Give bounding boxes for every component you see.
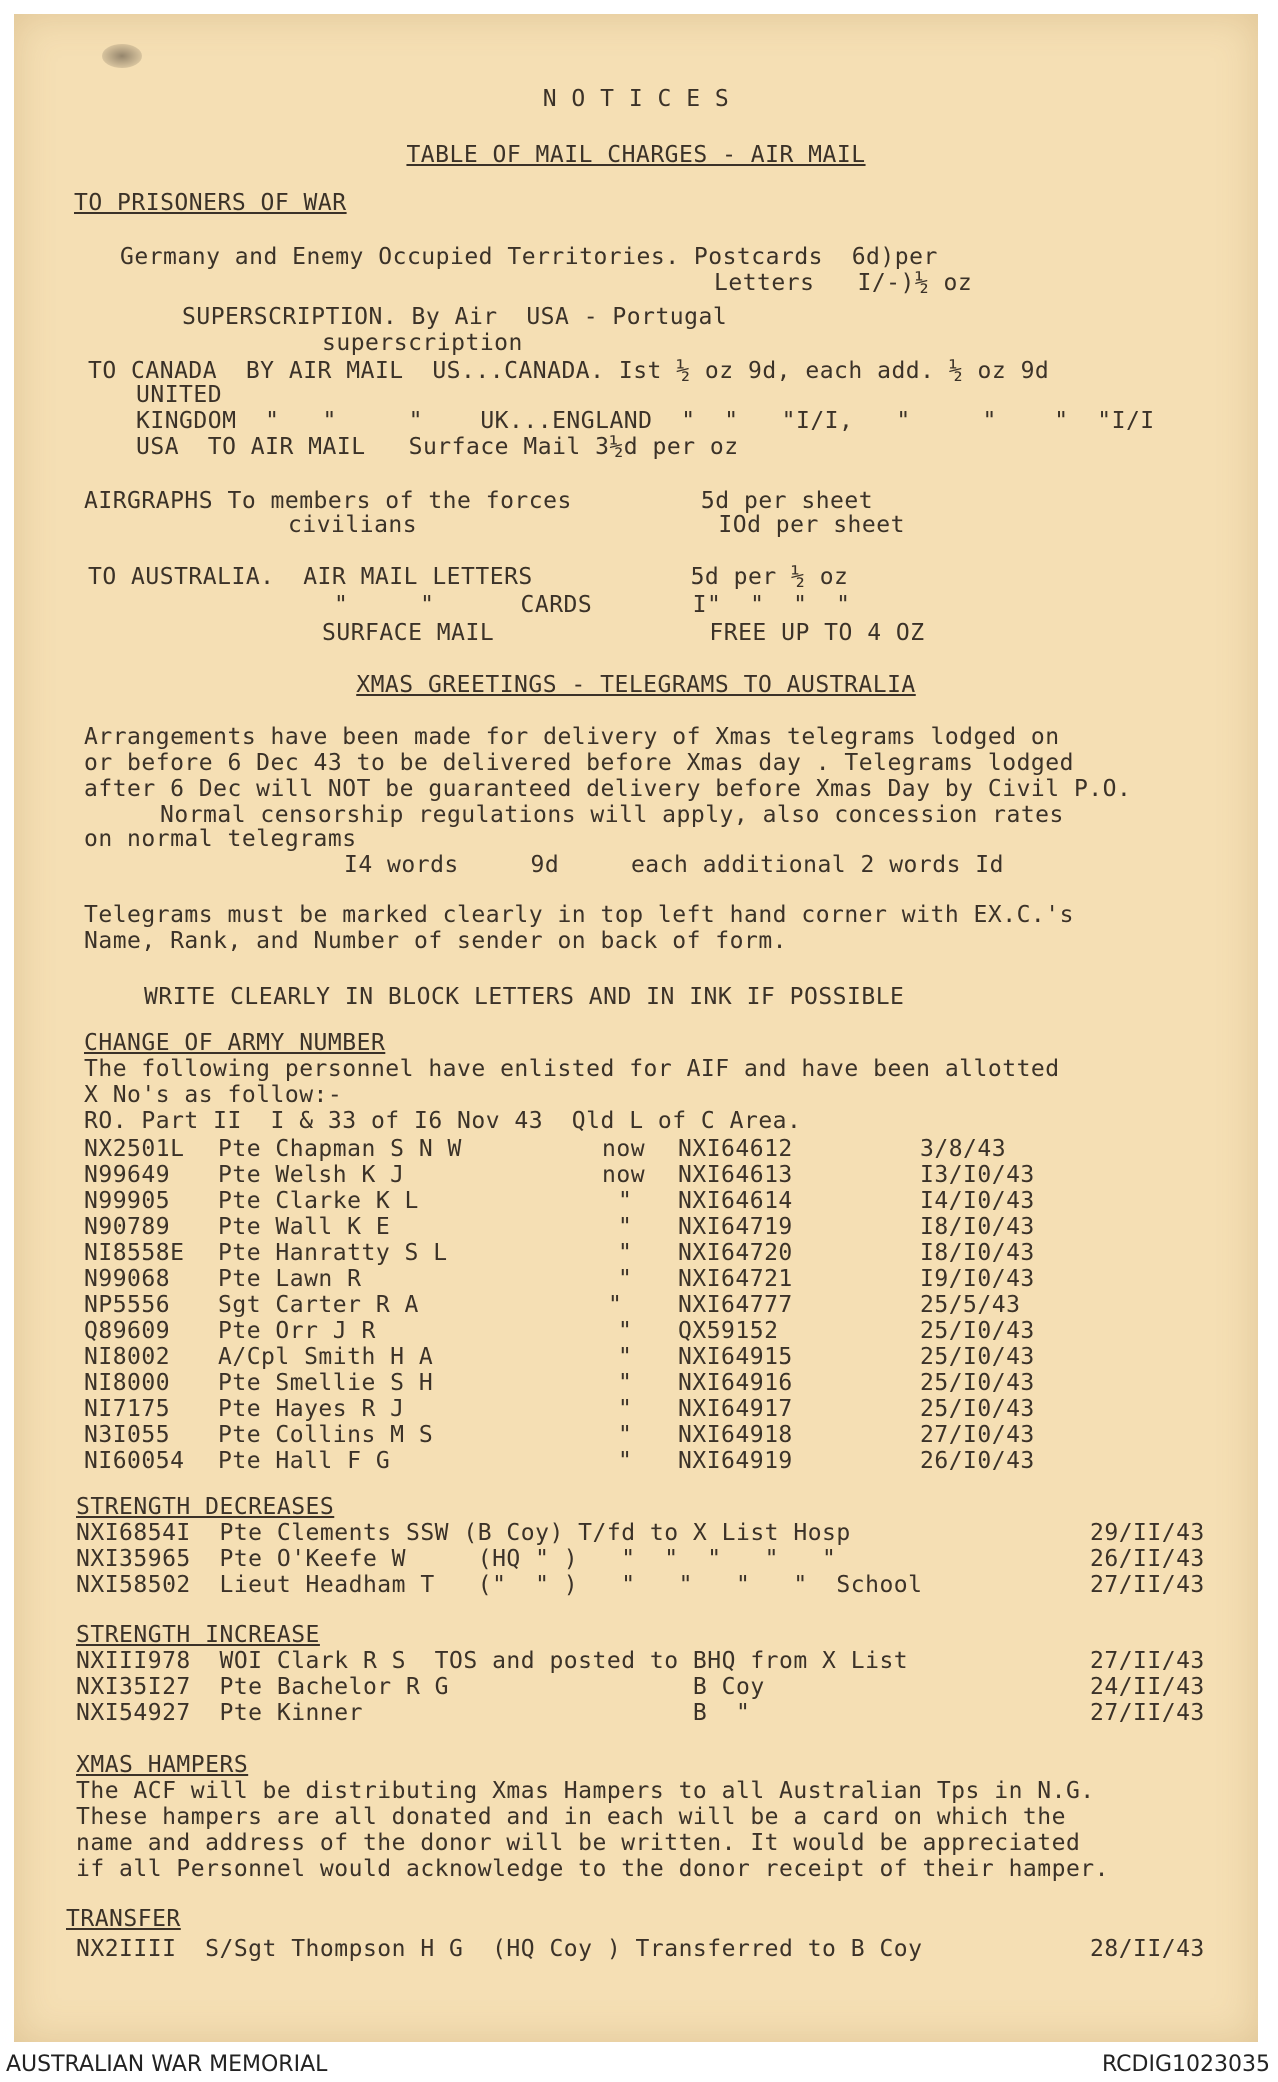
australia-line: " " CARDS I" " " "	[334, 592, 851, 618]
paragraph-line: after 6 Dec will NOT be guaranteed delivery before Xmas Day by Civil P.O.	[84, 776, 1132, 802]
now-marker: "	[618, 1240, 633, 1266]
personnel-name: Pte Wall K E	[218, 1214, 391, 1240]
date: 25/I0/43	[920, 1370, 1035, 1396]
now-marker: "	[618, 1422, 633, 1448]
old-number: NI8558E	[84, 1240, 185, 1266]
increase-entry: NXIII978 WOI Clark R S TOS and posted to BHQ from X List	[76, 1648, 909, 1674]
now-marker: "	[618, 1266, 633, 1292]
now-marker: "	[618, 1370, 633, 1396]
old-number: NI7175	[84, 1396, 171, 1422]
strength-decreases-heading: STRENGTH DECREASES	[76, 1494, 335, 1520]
strength-increase-heading: STRENGTH INCREASE	[76, 1622, 320, 1648]
personnel-name: Pte Chapman S N W	[218, 1136, 462, 1162]
date: 25/I0/43	[920, 1396, 1035, 1422]
new-number: NXI64614	[678, 1188, 793, 1214]
australia-line: TO AUSTRALIA. AIR MAIL LETTERS 5d per ½ oz	[88, 564, 849, 590]
canada-line: TO CANADA BY AIR MAIL US...CANADA. Ist ½ oz 9d, each add. ½ oz 9d	[88, 358, 1050, 384]
paragraph-line: These hampers are all donated and in each will be a card on which the	[76, 1804, 1066, 1830]
now-marker: "	[618, 1448, 633, 1474]
old-number: N99068	[84, 1266, 171, 1292]
now-marker: now	[602, 1136, 646, 1162]
old-number: N90789	[84, 1214, 171, 1240]
block-letters-note: WRITE CLEARLY IN BLOCK LETTERS AND IN INK IF POSSIBLE	[144, 984, 905, 1010]
old-number: N3I055	[84, 1422, 171, 1448]
now-marker: "	[618, 1188, 633, 1214]
date: 25/5/43	[920, 1292, 1021, 1318]
paragraph-line: Arrangements have been made for delivery of Xmas telegrams lodged on	[84, 724, 1060, 750]
pow-line: Letters I/-)½ oz	[714, 270, 973, 296]
personnel-name: A/Cpl Smith H A	[218, 1344, 434, 1370]
paragraph-line: name and address of the donor will be written. It would be appreciated	[76, 1830, 1081, 1856]
new-number: NXI64919	[678, 1448, 793, 1474]
airgraphs-line: civilians IOd per sheet	[288, 512, 905, 538]
old-number: NP5556	[84, 1292, 171, 1318]
airgraphs-line: AIRGRAPHS To members of the forces 5d per sheet	[84, 488, 874, 514]
personnel-name: Pte Lawn R	[218, 1266, 362, 1292]
australia-line: SURFACE MAIL FREE UP TO 4 OZ	[322, 620, 925, 646]
paragraph-line: The ACF will be distributing Xmas Hampers to all Australian Tps in N.G.	[76, 1778, 1095, 1804]
increase-entry: NXI35I27 Pte Bachelor R G B Coy	[76, 1674, 765, 1700]
pow-heading: TO PRISONERS OF WAR	[74, 190, 347, 216]
routine-order-ref: RO. Part II I & 33 of I6 Nov 43 Qld L of C Area.	[84, 1108, 802, 1134]
paragraph-line: if all Personnel would acknowledge to the donor receipt of their hamper.	[76, 1856, 1109, 1882]
change-army-number-heading: CHANGE OF ARMY NUMBER	[84, 1030, 386, 1056]
personnel-name: Pte Hall F G	[218, 1448, 391, 1474]
date: 27/II/43	[1090, 1648, 1205, 1674]
pow-line: superscription	[322, 330, 523, 356]
xmas-greetings-heading: XMAS GREETINGS - TELEGRAMS TO AUSTRALIA	[356, 672, 916, 698]
date: 26/II/43	[1090, 1546, 1205, 1572]
personnel-name: Pte Welsh K J	[218, 1162, 405, 1188]
now-marker: "	[618, 1396, 633, 1422]
paragraph-line: Telegrams must be marked clearly in top left hand corner with EX.C.'s	[84, 902, 1074, 928]
date: I9/I0/43	[920, 1266, 1035, 1292]
date: 28/II/43	[1090, 1936, 1205, 1962]
now-marker: "	[618, 1318, 633, 1344]
pow-line: Germany and Enemy Occupied Territories. Postcards 6d)per	[120, 244, 938, 270]
paragraph-line: X No's as follow:-	[84, 1082, 343, 1108]
new-number: NXI64721	[678, 1266, 793, 1292]
ink-smudge	[102, 44, 142, 68]
now-marker: "	[618, 1344, 633, 1370]
personnel-name: Pte Hanratty S L	[218, 1240, 448, 1266]
personnel-name: Pte Orr J R	[218, 1318, 376, 1344]
date: 3/8/43	[920, 1136, 1007, 1162]
old-number: Q89609	[84, 1318, 171, 1344]
archive-id: RCDIG1023035	[1101, 2052, 1270, 2077]
canada-line: KINGDOM " " " UK...ENGLAND " " "I/I, " " " "I/I	[136, 408, 1155, 434]
date: I3/I0/43	[920, 1162, 1035, 1188]
date: 25/I0/43	[920, 1318, 1035, 1344]
new-number: NXI64917	[678, 1396, 793, 1422]
page-title: N O T I C E S	[542, 86, 730, 112]
footer	[0, 2042, 1278, 2082]
new-number: NXI64612	[678, 1136, 793, 1162]
archive-name: AUSTRALIAN WAR MEMORIAL	[6, 2052, 328, 2077]
new-number: NXI64915	[678, 1344, 793, 1370]
decrease-entry: NXI35965 Pte O'Keefe W (HQ " ) " " " " "	[76, 1546, 837, 1572]
date: 24/II/43	[1090, 1674, 1205, 1700]
new-number: NXI64916	[678, 1370, 793, 1396]
paragraph-line: or before 6 Dec 43 to be delivered before Xmas day . Telegrams lodged	[84, 750, 1074, 776]
canada-line: UNITED	[136, 382, 223, 408]
increase-entry: NXI54927 Pte Kinner B "	[76, 1700, 751, 1726]
paragraph-line: on normal telegrams	[84, 826, 357, 852]
old-number: N99905	[84, 1188, 171, 1214]
personnel-name: Pte Hayes R J	[218, 1396, 405, 1422]
old-number: NI60054	[84, 1448, 185, 1474]
old-number: NX2501L	[84, 1136, 185, 1162]
personnel-name: Pte Clarke K L	[218, 1188, 419, 1214]
date: 27/II/43	[1090, 1700, 1205, 1726]
date: 26/I0/43	[920, 1448, 1035, 1474]
now-marker: now	[602, 1162, 646, 1188]
personnel-name: Pte Smellie S H	[218, 1370, 434, 1396]
decrease-entry: NXI6854I Pte Clements SSW (B Coy) T/fd to X List Hosp	[76, 1520, 851, 1546]
personnel-name: Sgt Carter R A	[218, 1292, 419, 1318]
old-number: NI8000	[84, 1370, 171, 1396]
new-number: NXI64918	[678, 1422, 793, 1448]
date: I8/I0/43	[920, 1214, 1035, 1240]
new-number: NXI64777	[678, 1292, 793, 1318]
paragraph-line: Normal censorship regulations will apply, also concession rates	[160, 802, 1064, 828]
new-number: NXI64719	[678, 1214, 793, 1240]
pow-line: SUPERSCRIPTION. By Air USA - Portugal	[182, 304, 728, 330]
old-number: N99649	[84, 1162, 171, 1188]
date: 29/II/43	[1090, 1520, 1205, 1546]
date: 27/II/43	[1090, 1572, 1205, 1598]
now-marker: "	[608, 1292, 623, 1318]
now-marker: "	[618, 1214, 633, 1240]
paragraph-line: The following personnel have enlisted for AIF and have been allotted	[84, 1056, 1060, 1082]
date: 27/I0/43	[920, 1422, 1035, 1448]
paragraph-line: Name, Rank, and Number of sender on back of form.	[84, 928, 788, 954]
new-number: QX59152	[678, 1318, 779, 1344]
xmas-hampers-heading: XMAS HAMPERS	[76, 1752, 249, 1778]
document-sheet	[14, 14, 1258, 2042]
date: I8/I0/43	[920, 1240, 1035, 1266]
personnel-name: Pte Collins M S	[218, 1422, 434, 1448]
old-number: NI8002	[84, 1344, 171, 1370]
new-number: NXI64613	[678, 1162, 793, 1188]
decrease-entry: NXI58502 Lieut Headham T (" " ) " " " " School	[76, 1572, 923, 1598]
mail-charges-heading: TABLE OF MAIL CHARGES - AIR MAIL	[406, 142, 866, 168]
date: I4/I0/43	[920, 1188, 1035, 1214]
canada-line: USA TO AIR MAIL Surface Mail 3½d per oz	[136, 434, 739, 460]
date: 25/I0/43	[920, 1344, 1035, 1370]
transfer-entry: NX2IIII S/Sgt Thompson H G (HQ Coy ) Transferred to B Coy	[76, 1936, 923, 1962]
transfer-heading: TRANSFER	[66, 1906, 181, 1932]
paragraph-line: I4 words 9d each additional 2 words Id	[344, 852, 1004, 878]
new-number: NXI64720	[678, 1240, 793, 1266]
